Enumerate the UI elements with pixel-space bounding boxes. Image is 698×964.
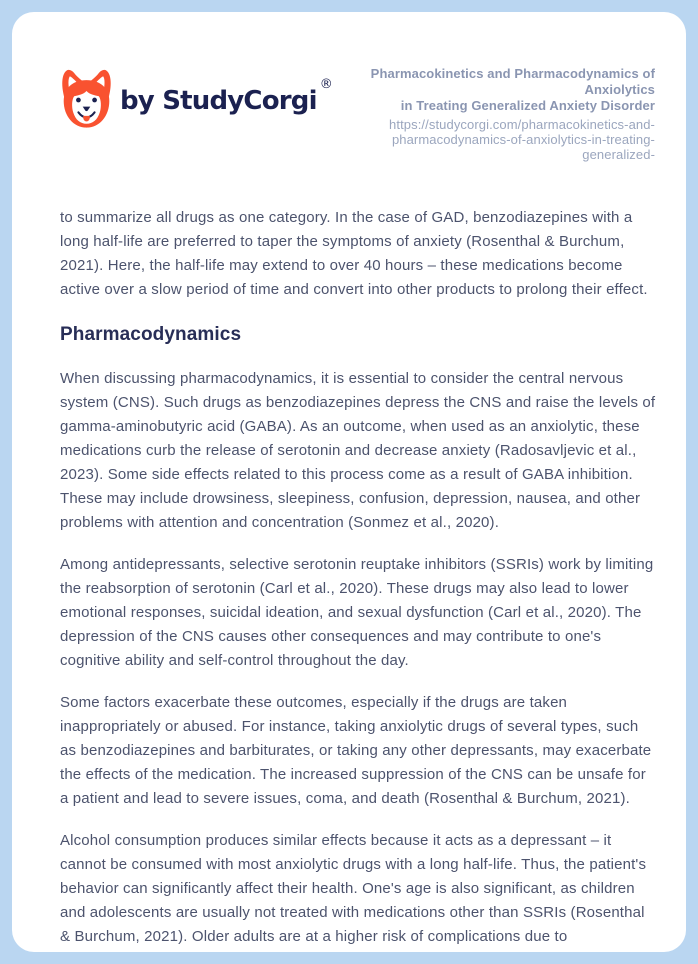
corgi-icon [58,68,115,133]
document-url[interactable] [329,117,655,162]
document-title [329,66,655,114]
paragraph: When discussing pharmacodynamics, it is essential to consider the central nervous system (CNS). Such drugs as benzodiazepines depress the CNS and raise the levels of gamma-aminobutyric acid (GABA). As an outcome, when used as an anxiolytic, these medications curb the release of serotonin and decrease anxiety (Radosavljevic et al., 2023). Some side effects related to this process come as a result of GABA inhibition. These may include drowsiness, sleepiness, confusion, depression, nausea, and other problems with attention and concentration (Sonmez et al., 2020). [60,370,656,531]
document-body [12,162,686,949]
paragraph: Among antidepressants, selective serotonin reuptake inhibitors (SSRIs) work by limiting the reabsorption of serotonin (Carl et al., 2020). These drugs may also lead to lower emotional responses, suicidal ideation, and sexual dysfunction (Carl et al., 2020). The depression of the CNS causes other consequences and may contribute to one's cognitive ability and self-control throughout the day. [60,556,654,669]
section-heading-pharmacodynamics: Pharmacodynamics [60,324,242,345]
document-meta [329,66,655,162]
paragraph: Some factors exacerbate these outcomes, especially if the drugs are taken inappropriately or abused. For instance, taking anxiolytic drugs of several types, such as benzodiazepines and barbiturates, or taking any other depressants, may exacerbate the effects of the medication. The increased suppression of the CNS can be unsafe for a patient and lead to severe issues, coma, and death (Rosenthal & Burchum, 2021). [60,694,652,807]
document-url-line1: https://studycorgi.com/pharmacokinetics-and- [389,117,655,132]
paragraph-continued: to summarize all drugs as one category. In the case of GAD, benzodiazepines with a long half-life are preferred to taper the symptoms of anxiety (Rosenthal & Burchum, 2021). Here, the half-life may extend to over 40 hours – these medications become active over a slow period of time and convert into other products to prolong their effect. [60,209,648,298]
paragraph-truncated: Alcohol consumption produces similar effects because it acts as a depressant – it cannot be consumed with most anxiolytic drugs with a long half-life. Thus, the patient's behavior can significantly affect their health. One's age is also significant, as children and adolescents are usually not treated with medications other than SSRIs (Rosenthal & Burchum, 2021). Older adults are at a higher risk of complications due to [60,832,647,945]
registered-trademark: ® [319,76,332,92]
document-title-line2: in Treating Generalized Anxiety Disorder [400,98,655,113]
studycorgi-logo[interactable] [58,68,332,133]
document-card [12,12,686,952]
document-url-line2: pharmacodynamics-of-anxiolytics-in-treating-generalized- [391,132,655,162]
document-header [12,12,686,162]
brand-name: by StudyCorgi® [120,76,332,116]
document-title-line1: Pharmacokinetics and Pharmacodynamics of Anxiolytics [370,66,655,97]
